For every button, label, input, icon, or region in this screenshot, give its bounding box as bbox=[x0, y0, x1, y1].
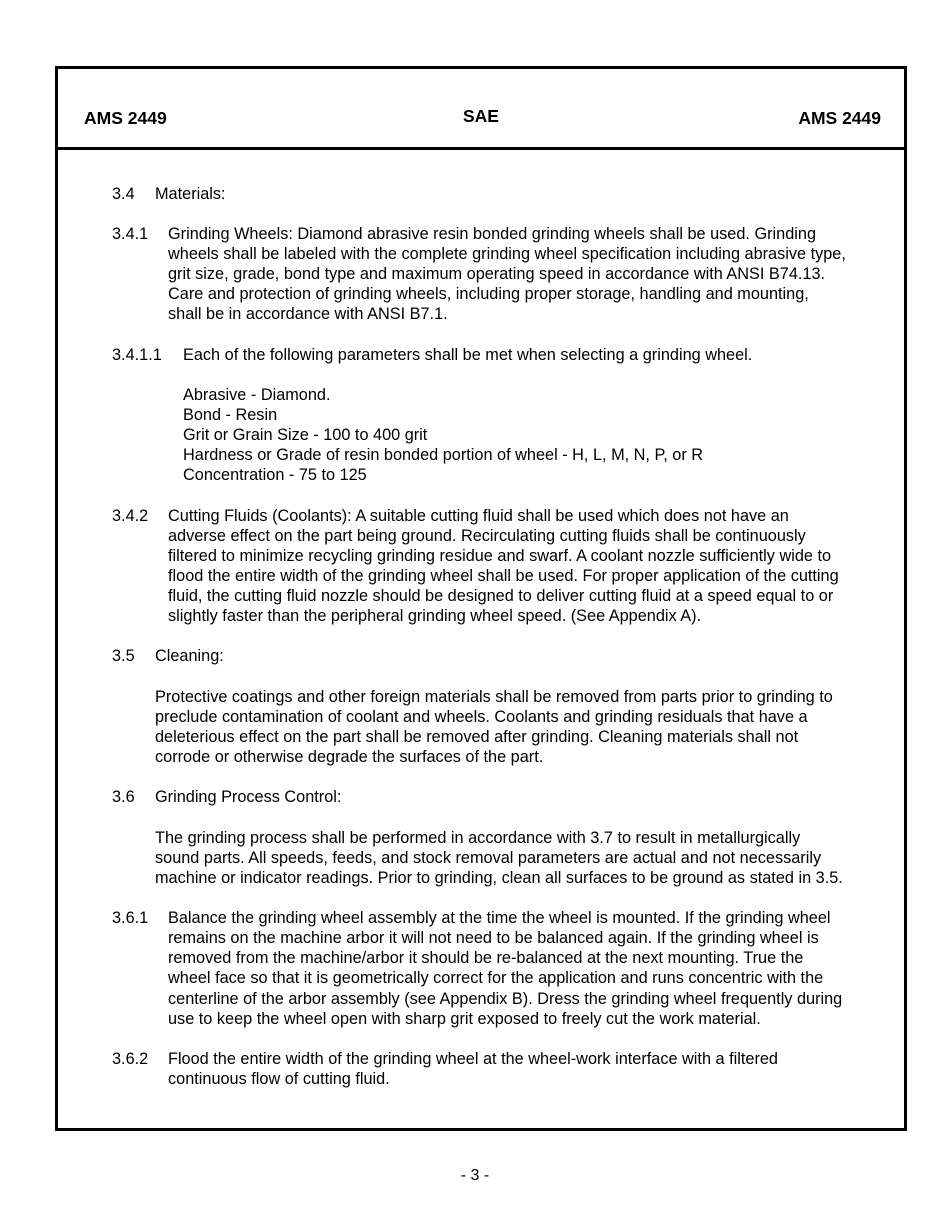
paragraph-line: Each of the following parameters shall be met when selecting a grinding wheel. bbox=[183, 346, 753, 364]
list-item: Bond - Resin bbox=[183, 406, 278, 424]
list-item: Hardness or Grade of resin bonded portion of wheel - H, L, M, N, P, or R bbox=[183, 446, 704, 464]
paragraph-line: remains on the machine arbor it will not need to be balanced again. If the grinding wheel is bbox=[168, 929, 819, 947]
paragraph-line: The grinding process shall be performed in accordance with 3.7 to result in metallurgically bbox=[155, 829, 801, 847]
list-item: Concentration - 75 to 125 bbox=[183, 466, 367, 484]
paragraph-line: machine or indicator readings. Prior to grinding, clean all surfaces to be ground as stated in 3.5. bbox=[155, 869, 843, 887]
page-header bbox=[58, 69, 904, 150]
paragraph-line: use to keep the wheel open with sharp grit exposed to freely cut the work material. bbox=[168, 1010, 761, 1028]
paragraph-line: shall be in accordance with ANSI B7.1. bbox=[168, 305, 448, 323]
paragraph-line: filtered to minimize recycling grinding residue and swarf. A coolant nozzle sufficiently wide to bbox=[168, 547, 832, 565]
list-item: Abrasive - Diamond. bbox=[183, 386, 331, 404]
section-title: Materials: bbox=[155, 185, 226, 203]
paragraph-line: deleterious effect on the part shall be removed after grinding. Cleaning materials shall not bbox=[155, 728, 799, 746]
paragraph-line: slightly faster than the peripheral grinding wheel speed. (See Appendix A). bbox=[168, 607, 702, 625]
header-doc-number-left: AMS 2449 bbox=[84, 108, 167, 128]
section-title: Cleaning: bbox=[155, 647, 224, 665]
section-title: Grinding Process Control: bbox=[155, 788, 342, 806]
paragraph-line: flood the entire width of the grinding wheel shall be used. For proper application of the cutting bbox=[168, 567, 839, 585]
header-doc-number-right: AMS 2449 bbox=[798, 108, 881, 128]
paragraph-line: fluid, the cutting fluid nozzle should be designed to deliver cutting fluid at a speed equal to or bbox=[168, 587, 834, 605]
paragraph-line: adverse effect on the part being ground. Recirculating cutting fluids shall be continuously bbox=[168, 527, 806, 545]
section-number: 3.4.1.1 bbox=[112, 346, 162, 364]
paragraph-line: grit size, grade, bond type and maximum operating speed in accordance with ANSI B74.13. bbox=[168, 265, 826, 283]
section-number: 3.4.1 bbox=[112, 225, 149, 243]
paragraph-line: Care and protection of grinding wheels, including proper storage, handling and mounting, bbox=[168, 285, 809, 303]
paragraph-line: centerline of the arbor assembly (see Appendix B). Dress the grinding wheel frequently during bbox=[168, 990, 843, 1008]
section-number: 3.6.1 bbox=[112, 909, 149, 927]
page-number: - 3 - bbox=[460, 1167, 490, 1184]
section-number: 3.4 bbox=[112, 185, 135, 203]
paragraph-line: Flood the entire width of the grinding wheel at the wheel-work interface with a filtered bbox=[168, 1050, 778, 1068]
paragraph-line: Grinding Wheels: Diamond abrasive resin bonded grinding wheels shall be used. Grinding bbox=[168, 225, 816, 243]
section-number: 3.6 bbox=[112, 788, 135, 806]
paragraph-line: corrode or otherwise degrade the surfaces of the part. bbox=[155, 748, 544, 766]
header-org: SAE bbox=[463, 106, 499, 126]
paragraph-line: removed from the machine/arbor it should be re-balanced at the next mounting. True the bbox=[168, 949, 804, 967]
section-number: 3.4.2 bbox=[112, 507, 149, 525]
paragraph-line: Cutting Fluids (Coolants): A suitable cutting fluid shall be used which does not have an bbox=[168, 507, 789, 525]
paragraph-line: Protective coatings and other foreign materials shall be removed from parts prior to grinding to bbox=[155, 688, 833, 706]
list-item: Grit or Grain Size - 100 to 400 grit bbox=[183, 426, 428, 444]
paragraph-line: wheel face so that it is geometrically correct for the application and runs concentric with the bbox=[168, 969, 824, 987]
paragraph-line: Balance the grinding wheel assembly at the time the wheel is mounted. If the grinding wheel bbox=[168, 909, 831, 927]
section-number: 3.5 bbox=[112, 647, 135, 665]
section-number: 3.6.2 bbox=[112, 1050, 149, 1068]
paragraph-line: continuous flow of cutting fluid. bbox=[168, 1070, 390, 1088]
paragraph-line: wheels shall be labeled with the complete grinding wheel specification including abrasive type, bbox=[168, 245, 846, 263]
paragraph-line: sound parts. All speeds, feeds, and stock removal parameters are actual and not necessarily bbox=[155, 849, 822, 867]
paragraph-line: preclude contamination of coolant and wheels. Coolants and grinding residuals that have a bbox=[155, 708, 808, 726]
